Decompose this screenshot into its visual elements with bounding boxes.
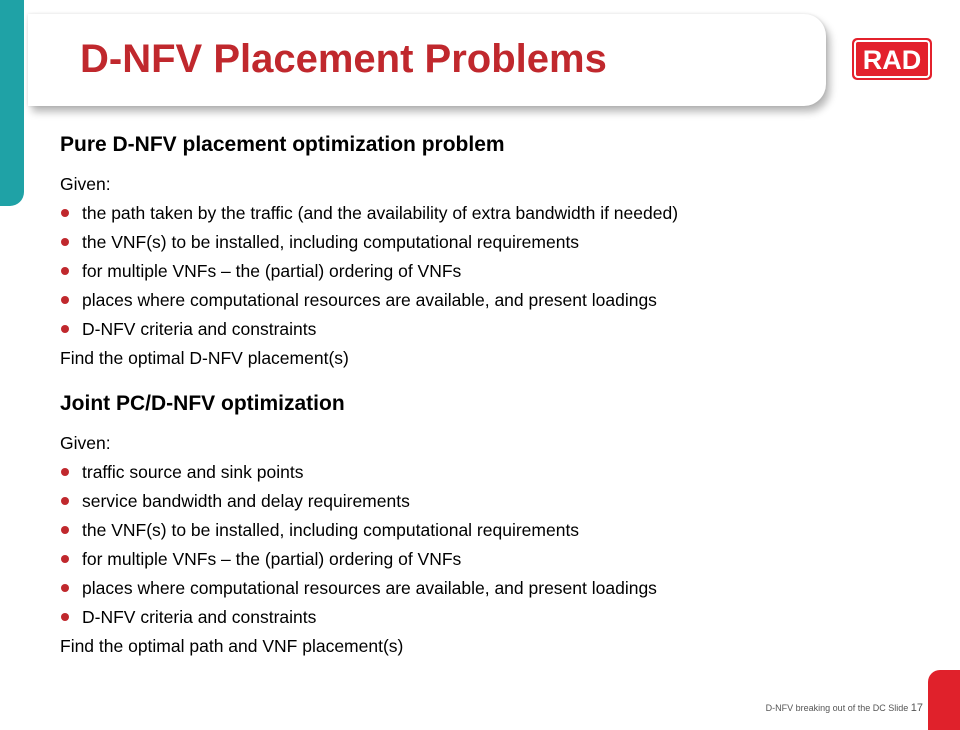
list-item-text: for multiple VNFs – the (partial) ordering of VNFs [82, 261, 462, 281]
list-item [60, 257, 920, 286]
given-label: Given: [60, 174, 111, 194]
bullet-icon [61, 267, 69, 275]
bullet-icon [61, 526, 69, 534]
rad-logo-icon [852, 38, 932, 80]
left-accent-bar [0, 0, 24, 206]
section-title: Pure D-NFV placement optimization problem [60, 133, 505, 156]
list-item [60, 603, 920, 632]
list-item [60, 574, 920, 603]
list-item-text: the path taken by the traffic (and the availability of extra bandwidth if needed) [82, 203, 679, 223]
bullet-icon [61, 238, 69, 246]
list-item-text: D-NFV criteria and constraints [82, 319, 317, 339]
list-item [60, 458, 920, 487]
list-item-text: D-NFV criteria and constraints [82, 607, 317, 627]
list-item-text: places where computational resources are available, and present loadings [82, 578, 657, 598]
list-item [60, 516, 920, 545]
list-item-text: the VNF(s) to be installed, including computational requirements [82, 520, 580, 540]
list-item [60, 286, 920, 315]
bullet-icon [61, 209, 69, 217]
bullet-list [60, 199, 920, 344]
section-pure-dnfv [60, 130, 920, 373]
bullet-icon [61, 555, 69, 563]
list-item [60, 315, 920, 344]
list-item-text: the VNF(s) to be installed, including computational requirements [82, 232, 580, 252]
slide-number: 17 [910, 702, 923, 714]
list-item [60, 545, 920, 574]
bullet-icon [61, 468, 69, 476]
conclusion-text: Find the optimal D-NFV placement(s) [60, 348, 349, 368]
corner-accent-tab [928, 670, 960, 730]
list-item [60, 199, 920, 228]
bullet-list [60, 458, 920, 632]
page-title: D-NFV Placement Problems [80, 37, 607, 81]
list-item [60, 487, 920, 516]
list-item-text: service bandwidth and delay requirements [82, 491, 410, 511]
slide-footer [766, 702, 923, 714]
list-item-text: traffic source and sink points [82, 462, 304, 482]
rad-logo [852, 38, 932, 80]
footer-text: D-NFV breaking out of the DC Slide [765, 703, 909, 713]
list-item-text: for multiple VNFs – the (partial) ordering of VNFs [82, 549, 462, 569]
bullet-icon [61, 497, 69, 505]
given-label: Given: [60, 433, 111, 453]
title-panel [28, 14, 826, 106]
rad-logo-text: RAD [862, 45, 922, 75]
bullet-icon [61, 325, 69, 333]
list-item [60, 228, 920, 257]
slide-content [60, 130, 920, 661]
bullet-icon [61, 296, 69, 304]
bullet-icon [61, 613, 69, 621]
bullet-icon [61, 584, 69, 592]
list-item-text: places where computational resources are available, and present loadings [82, 290, 657, 310]
conclusion-text: Find the optimal path and VNF placement(s) [60, 636, 404, 656]
section-title: Joint PC/D-NFV optimization [60, 392, 345, 415]
section-joint-pc-dnfv [60, 389, 920, 661]
